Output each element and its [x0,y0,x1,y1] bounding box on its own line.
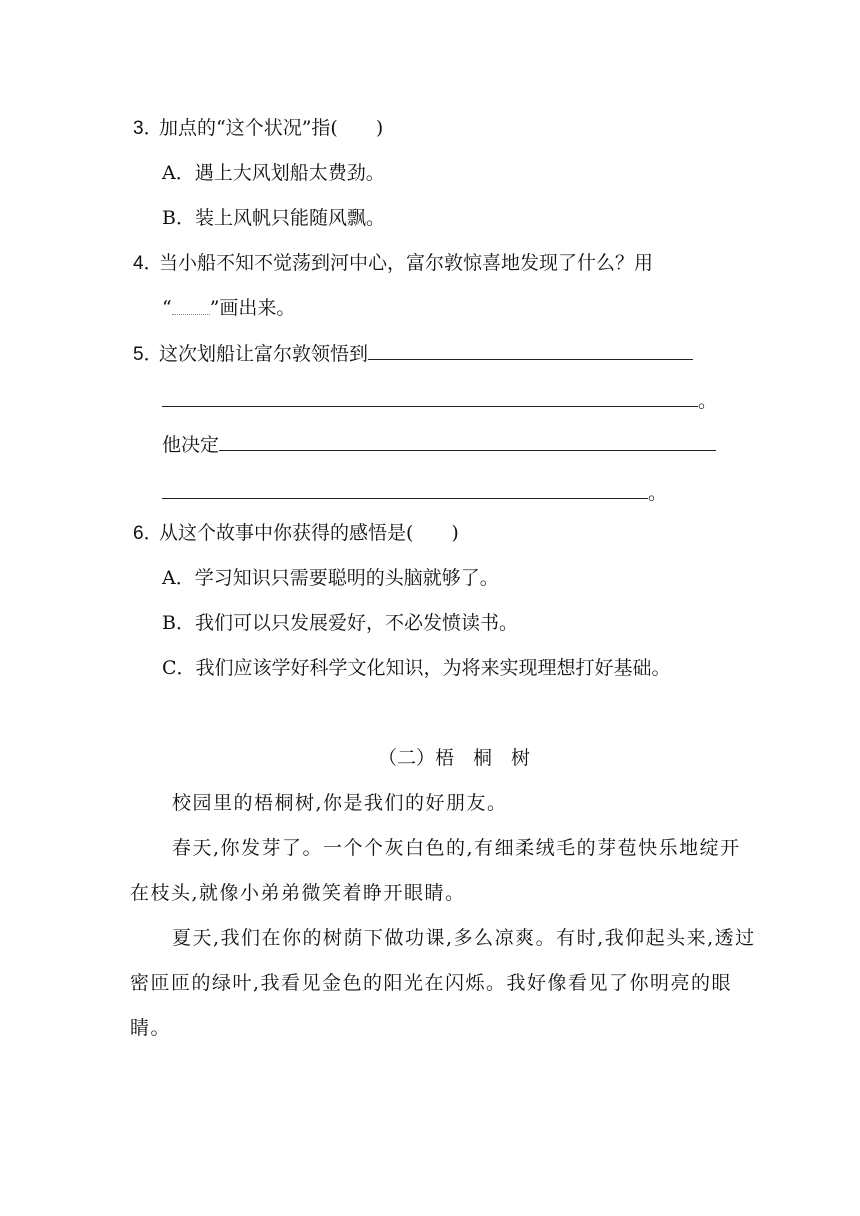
question-5-line2 [162,388,717,413]
question-number: 5． [133,344,163,365]
dotted-blank [172,304,210,315]
question-3 [133,116,383,141]
paragraph-line: 在枝头,就像小弟弟微笑着睁开眼睛。 [130,882,466,904]
question-5-line3 [162,432,716,457]
option-text: B．装上风帆只能随风飘。 [162,207,385,229]
option-text: C．我们应该学好科学文化知识，为将来实现理想打好基础。 [162,657,671,679]
question-number: 3． [133,118,163,139]
answer-line[interactable] [219,432,716,451]
answer-line[interactable] [368,341,693,360]
question-text: 加点的“这个状况”指( ) [159,117,384,139]
option-text: A．遇上大风划船太费劲。 [162,162,385,184]
answer-line[interactable] [162,480,648,499]
paragraph-line: 校园里的梧桐树,你是我们的好朋友。 [172,792,508,814]
option-text: A．学习知识只需要聪明的头脑就够了。 [162,567,499,589]
question-5 [133,341,693,367]
option-3b [162,206,385,230]
paragraph-line: 夏天,我们在你的树荫下做功课,多么凉爽。有时,我仰起头来,透过 [172,927,756,949]
question-text: 这次划船让富尔敦领悟到 [159,343,369,365]
question-text: 他决定 [162,434,220,456]
option-3a [162,161,385,185]
question-4-line2 [162,296,295,320]
question-5-line4 [162,480,667,505]
option-text: B．我们可以只发展爱好，不必发愤读书。 [162,612,518,634]
question-number: 4． [133,253,163,274]
paragraph-line: 春天,你发芽了。一个个灰白色的,有细柔绒毛的芽苞快乐地绽开 [172,837,741,859]
end-mark: 。 [698,390,718,412]
section-title: （二）梧 桐 树 [378,747,531,769]
question-number: 6． [133,523,163,544]
answer-line[interactable] [162,388,698,407]
question-4 [133,251,653,276]
end-mark: 。 [648,482,668,504]
paragraph-line: 密匝匝的绿叶,我看见金色的阳光在闪烁。我好像看见了你明亮的眼 [130,972,733,994]
question-text: ”画出来。 [209,297,296,319]
option-6c [162,656,671,680]
question-text: 当小船不知不觉荡到河中心，富尔敦惊喜地发现了什么？用 [159,252,654,274]
question-6 [133,521,459,546]
question-text: 从这个故事中你获得的感悟是( ) [159,522,459,544]
option-6a [162,566,499,590]
open-quote: “ [162,297,172,319]
paragraph-line: 睛。 [130,1017,172,1039]
option-6b [162,611,518,635]
